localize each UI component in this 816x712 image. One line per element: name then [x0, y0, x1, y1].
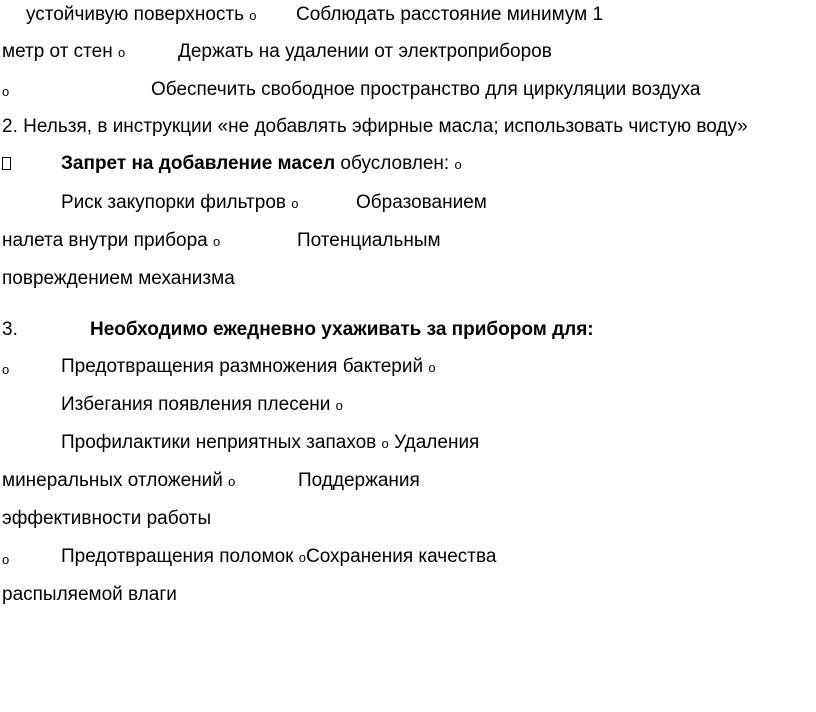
bullet-o-icon: o — [213, 234, 221, 249]
doc-line-6b: Образованием — [356, 192, 487, 213]
doc-line-1 — [26, 3, 257, 28]
text-fragment: Удаления — [394, 432, 480, 453]
bullet-o-icon: o — [249, 8, 257, 23]
text-fragment: Риск закупорки фильтров — [61, 192, 286, 213]
list-number: 3. — [2, 319, 18, 340]
doc-line-13b: Поддержания — [298, 470, 420, 491]
text-fragment: устойчивую поверхность — [26, 4, 244, 25]
bullet-o-icon: o — [454, 157, 462, 172]
text-fragment: Предотвращения размножения бактерий — [61, 356, 424, 377]
text-fragment: обусловлен: — [335, 153, 450, 174]
doc-line-6 — [61, 191, 299, 216]
bullet-o-icon: o — [298, 550, 306, 565]
square-bullet-icon — [2, 152, 11, 176]
text-fragment: налета внутри прибора — [2, 230, 208, 251]
doc-line-2b: Держать на удалении от электроприборов — [178, 41, 552, 62]
text-fragment: метр от стен — [2, 41, 113, 62]
bullet-o-icon: o — [2, 552, 10, 567]
bullet-o-icon: o — [118, 45, 126, 60]
doc-line-3: Обеспечить свободное пространство для циркуляции воздуха — [151, 79, 701, 100]
text-fragment: Избегания появления плесени — [61, 394, 331, 415]
doc-line-7b: Потенциальным — [297, 230, 441, 251]
text-fragment: Профилактики неприятных запахов — [61, 432, 377, 453]
text-fragment: Сохранения качества — [305, 546, 497, 567]
doc-line-16: распыляемой влаги — [2, 584, 177, 605]
doc-line-14: эффективности работы — [2, 508, 212, 529]
text-fragment: Предотвращения поломок — [61, 546, 294, 567]
doc-line-13 — [2, 469, 235, 494]
doc-line-7 — [2, 229, 220, 254]
doc-line-4: 2. Нельзя, в инструкции «не добавлять эфирные масла; использовать чистую воду» — [2, 116, 748, 137]
doc-line-15 — [61, 545, 496, 570]
doc-line-1b: Соблюдать расстояние минимум 1 — [296, 4, 604, 25]
bullet-o-icon: o — [2, 362, 10, 377]
bullet-o-icon: o — [381, 436, 389, 451]
doc-line-11 — [61, 393, 343, 418]
section-heading: Необходимо ежедневно ухаживать за прибором для: — [90, 319, 594, 340]
bold-phrase: Запрет на добавление масел — [61, 153, 336, 174]
bullet-o-icon: o — [335, 398, 343, 413]
doc-line-8: повреждением механизма — [2, 268, 235, 289]
text-fragment: минеральных отложений — [2, 470, 223, 491]
bullet-o-icon: o — [428, 360, 436, 375]
bullet-o-icon: o — [291, 196, 299, 211]
doc-line-5 — [61, 152, 462, 177]
doc-line-12 — [61, 431, 479, 456]
bullet-o-icon: o — [2, 84, 10, 99]
doc-line-10 — [61, 355, 436, 380]
doc-line-2 — [2, 40, 125, 65]
bullet-o-icon: o — [228, 474, 236, 489]
